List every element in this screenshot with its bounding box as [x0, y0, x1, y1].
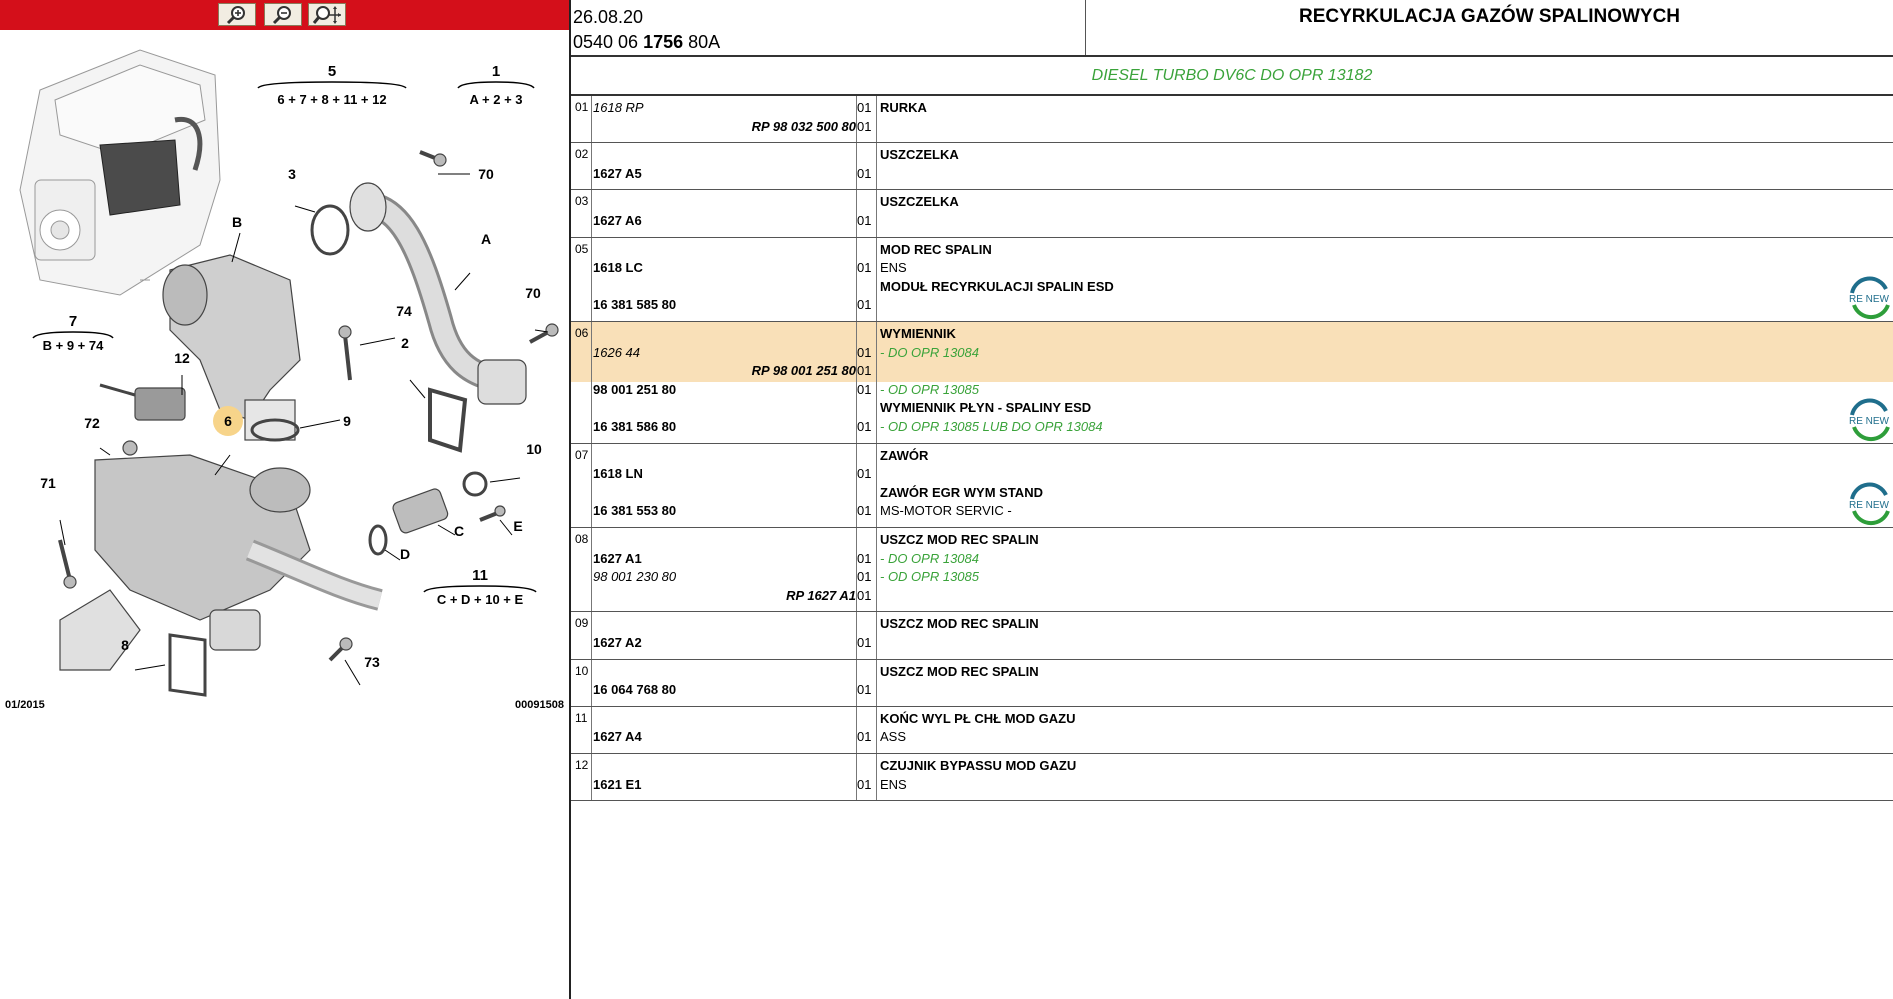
- callout-9: 9: [343, 413, 351, 429]
- part-reference[interactable]: 1626 44: [593, 344, 640, 360]
- row-number: 02: [575, 147, 589, 162]
- group-7-number: 7: [68, 313, 78, 330]
- column-separator: [591, 612, 592, 659]
- page-subtitle: DIESEL TURBO DV6C DO OPR 13182: [1091, 67, 1373, 84]
- diagram-number: 00091508: [515, 699, 564, 711]
- column-separator: [856, 143, 857, 190]
- header-code-bold: 1756: [643, 32, 684, 52]
- group-7-formula: B + 9 + 74: [42, 338, 104, 353]
- callout-b: B: [231, 214, 243, 230]
- parts-list-panel: [571, 0, 1893, 999]
- part-description: - DO OPR 13084: [880, 344, 979, 360]
- part-reference[interactable]: 1627 A5: [593, 165, 642, 181]
- quantity: 01: [857, 381, 872, 397]
- part-reference[interactable]: 16 064 768 80: [593, 682, 677, 698]
- part-reference[interactable]: 1627 A1: [593, 550, 642, 566]
- callout-a: A: [480, 231, 492, 247]
- table-row[interactable]: [571, 322, 1893, 444]
- exploded-parts-diagram: [0, 30, 569, 999]
- diagram-panel: [0, 0, 569, 999]
- row-number: 05: [575, 241, 589, 256]
- table-row[interactable]: [571, 96, 1893, 143]
- group-11-number: 11: [472, 567, 488, 584]
- quantity: 01: [857, 550, 872, 566]
- zoom-pan-button[interactable]: [308, 3, 346, 26]
- quantity: 01: [857, 212, 872, 228]
- renew-badge-label: RE NEW: [1849, 416, 1889, 427]
- part-reference[interactable]: RP 98 032 500 80: [751, 118, 856, 134]
- table-row[interactable]: [571, 143, 1893, 190]
- callout-c: C: [453, 523, 465, 539]
- part-description: WYMIENNIK PŁYN - SPALINY ESD: [880, 400, 1092, 416]
- part-description: ASS: [880, 729, 907, 745]
- callout-71: 71: [40, 475, 56, 491]
- row-number: 11: [575, 710, 588, 725]
- renew-badge-label: RE NEW: [1849, 500, 1889, 512]
- part-reference[interactable]: RP 1627 A1: [786, 587, 856, 603]
- group-5-formula: 6 + 7 + 8 + 11 + 12: [277, 92, 387, 107]
- part-description: RURKA: [880, 100, 927, 115]
- row-number: 01: [575, 100, 589, 114]
- group-11-formula: C + D + 10 + E: [436, 592, 524, 607]
- zoom-toolbar: [0, 0, 569, 30]
- quantity: 01: [857, 569, 872, 585]
- row-number: 06: [575, 326, 589, 340]
- quantity: 01: [857, 682, 872, 698]
- callout-72: 72: [84, 415, 100, 431]
- column-separator: [856, 322, 857, 444]
- callout-74: 74: [396, 303, 412, 319]
- zoom-out-button[interactable]: [264, 3, 302, 26]
- header-date: 26.08.20: [573, 7, 644, 27]
- column-separator: [591, 190, 592, 237]
- part-reference[interactable]: 98 001 230 80: [593, 569, 677, 585]
- part-description: USZCZ MOD REC SPALIN: [880, 663, 1039, 679]
- quantity: 01: [857, 363, 872, 379]
- part-reference[interactable]: 1621 E1: [593, 776, 642, 792]
- group-1-number: 1: [491, 63, 501, 80]
- column-separator: [876, 612, 877, 659]
- table-row[interactable]: [571, 612, 1893, 659]
- column-separator: [876, 96, 877, 143]
- quantity: 01: [857, 100, 872, 115]
- part-description: - OD OPR 13085 LUB DO OPR 13084: [880, 419, 1103, 434]
- part-description: - DO OPR 13084: [880, 550, 979, 566]
- diagram-date: 01/2015: [5, 699, 45, 711]
- column-separator: [591, 444, 592, 528]
- part-reference[interactable]: 1618 LN: [593, 466, 643, 482]
- group-11: [424, 567, 536, 607]
- part-description: ZAWÓR: [880, 447, 929, 463]
- column-separator: [856, 612, 857, 659]
- column-separator: [591, 143, 592, 190]
- table-row[interactable]: [571, 754, 1893, 801]
- row-number: 08: [575, 532, 589, 546]
- column-separator: [876, 143, 877, 190]
- row-divider: [571, 800, 1893, 801]
- part-description: CZUJNIK BYPASSU MOD GAZU: [880, 758, 1077, 773]
- row-number: 10: [575, 663, 589, 678]
- part-description: MS-MOTOR SERVIC -: [880, 503, 1012, 519]
- row-number: 03: [575, 194, 589, 209]
- part-description: ENS: [880, 260, 907, 276]
- quantity: 01: [857, 776, 872, 792]
- engine-block-drawing: [20, 50, 220, 295]
- zoom-in-icon: [224, 5, 250, 25]
- column-separator: [856, 660, 857, 707]
- part-reference[interactable]: 1618 LC: [593, 260, 643, 276]
- zoom-in-button[interactable]: [218, 3, 256, 26]
- column-separator: [591, 238, 592, 322]
- callout-70-top: 70: [478, 166, 494, 182]
- part-reference[interactable]: 1627 A4: [593, 729, 642, 745]
- header-code: [573, 32, 720, 53]
- callout-3: 3: [288, 166, 296, 182]
- column-separator: [591, 660, 592, 707]
- renew-badge-icon: [1846, 275, 1892, 321]
- part-description: - OD OPR 13085: [880, 569, 979, 585]
- column-separator: [876, 322, 877, 444]
- zoom-pan-icon: [312, 5, 342, 25]
- part-description: MOD REC SPALIN: [880, 241, 992, 257]
- quantity: 01: [857, 634, 872, 650]
- part-description: USZCZELKA: [880, 194, 959, 210]
- header-code-suffix: 80A: [683, 32, 721, 52]
- column-separator: [591, 96, 592, 143]
- row-number: 09: [575, 616, 589, 631]
- group-5-number: 5: [327, 63, 337, 80]
- callout-d: D: [399, 546, 411, 562]
- column-separator: [876, 238, 877, 322]
- column-separator: [856, 754, 857, 801]
- header-divider: [571, 55, 1893, 57]
- column-separator: [876, 190, 877, 237]
- part-description: WYMIENNIK: [880, 326, 956, 341]
- part-reference[interactable]: 1618 RP: [593, 100, 644, 115]
- table-row[interactable]: [571, 190, 1893, 237]
- column-separator: [856, 190, 857, 237]
- table-row[interactable]: [571, 660, 1893, 707]
- table-row[interactable]: [571, 444, 1893, 528]
- table-row[interactable]: [571, 707, 1893, 754]
- callout-12: 12: [174, 350, 190, 366]
- row-number: 07: [575, 447, 589, 462]
- callout-6: 6: [224, 413, 232, 429]
- part-reference[interactable]: 1627 A6: [593, 212, 642, 228]
- column-separator: [876, 528, 877, 612]
- callout-8: 8: [121, 637, 129, 653]
- table-row[interactable]: [571, 528, 1893, 612]
- page-title: RECYRKULACJA GAZÓW SPALINOWYCH: [1298, 6, 1681, 27]
- column-separator: [876, 660, 877, 707]
- group-5: [258, 63, 406, 107]
- quantity: 01: [857, 165, 872, 181]
- group-1-formula: A + 2 + 3: [469, 92, 523, 107]
- part-description: ZAWÓR EGR WYM STAND: [880, 484, 1043, 500]
- part-reference[interactable]: 16 381 553 80: [593, 503, 677, 519]
- renew-badge-icon: [1846, 481, 1892, 527]
- part-description: USZCZ MOD REC SPALIN: [880, 616, 1039, 632]
- callout-73: 73: [364, 654, 380, 670]
- quantity: 01: [857, 297, 872, 313]
- zoom-out-icon: [270, 5, 296, 25]
- column-separator: [876, 754, 877, 801]
- column-separator: [856, 528, 857, 612]
- part-description: KOŃC WYL PŁ CHŁ MOD GAZU: [880, 710, 1076, 726]
- part-reference[interactable]: 16 381 585 80: [593, 297, 677, 313]
- group-7: [33, 313, 113, 353]
- row-number: 12: [575, 758, 589, 772]
- column-separator: [591, 528, 592, 612]
- column-separator: [856, 707, 857, 754]
- renew-badge-icon: [1846, 397, 1892, 443]
- part-description: USZCZ MOD REC SPALIN: [880, 532, 1039, 547]
- part-description: USZCZELKA: [880, 147, 959, 163]
- quantity: 01: [857, 466, 872, 482]
- column-separator: [591, 707, 592, 754]
- renew-badge-label: RE NEW: [1849, 294, 1889, 306]
- quantity: 01: [857, 503, 872, 519]
- callout-70-right: 70: [525, 285, 541, 301]
- part-description: MODUŁ RECYRKULACJI SPALIN ESD: [880, 278, 1114, 294]
- table-row[interactable]: [571, 238, 1893, 322]
- callout-10: 10: [526, 441, 542, 457]
- quantity: 01: [857, 587, 872, 603]
- header-info: [571, 0, 1086, 55]
- column-separator: [876, 707, 877, 754]
- callout-e: E: [513, 518, 523, 534]
- quantity: 01: [857, 419, 872, 434]
- quantity: 01: [857, 344, 872, 360]
- column-separator: [591, 322, 592, 444]
- quantity: 01: [857, 729, 872, 745]
- part-description: - OD OPR 13085: [880, 381, 979, 397]
- column-separator: [856, 444, 857, 528]
- column-separator: [856, 238, 857, 322]
- part-reference[interactable]: 1627 A2: [593, 634, 642, 650]
- column-separator: [876, 444, 877, 528]
- quantity: 01: [857, 118, 872, 134]
- part-description: ENS: [880, 776, 907, 792]
- part-reference[interactable]: 16 381 586 80: [593, 419, 677, 434]
- column-separator: [591, 754, 592, 801]
- header-code-prefix: 0540 06: [573, 32, 644, 52]
- part-reference[interactable]: RP 98 001 251 80: [751, 363, 856, 379]
- callout-2: 2: [401, 335, 409, 351]
- group-1: [458, 63, 534, 107]
- part-reference[interactable]: 98 001 251 80: [593, 381, 677, 397]
- quantity: 01: [857, 260, 872, 276]
- column-separator: [856, 96, 857, 143]
